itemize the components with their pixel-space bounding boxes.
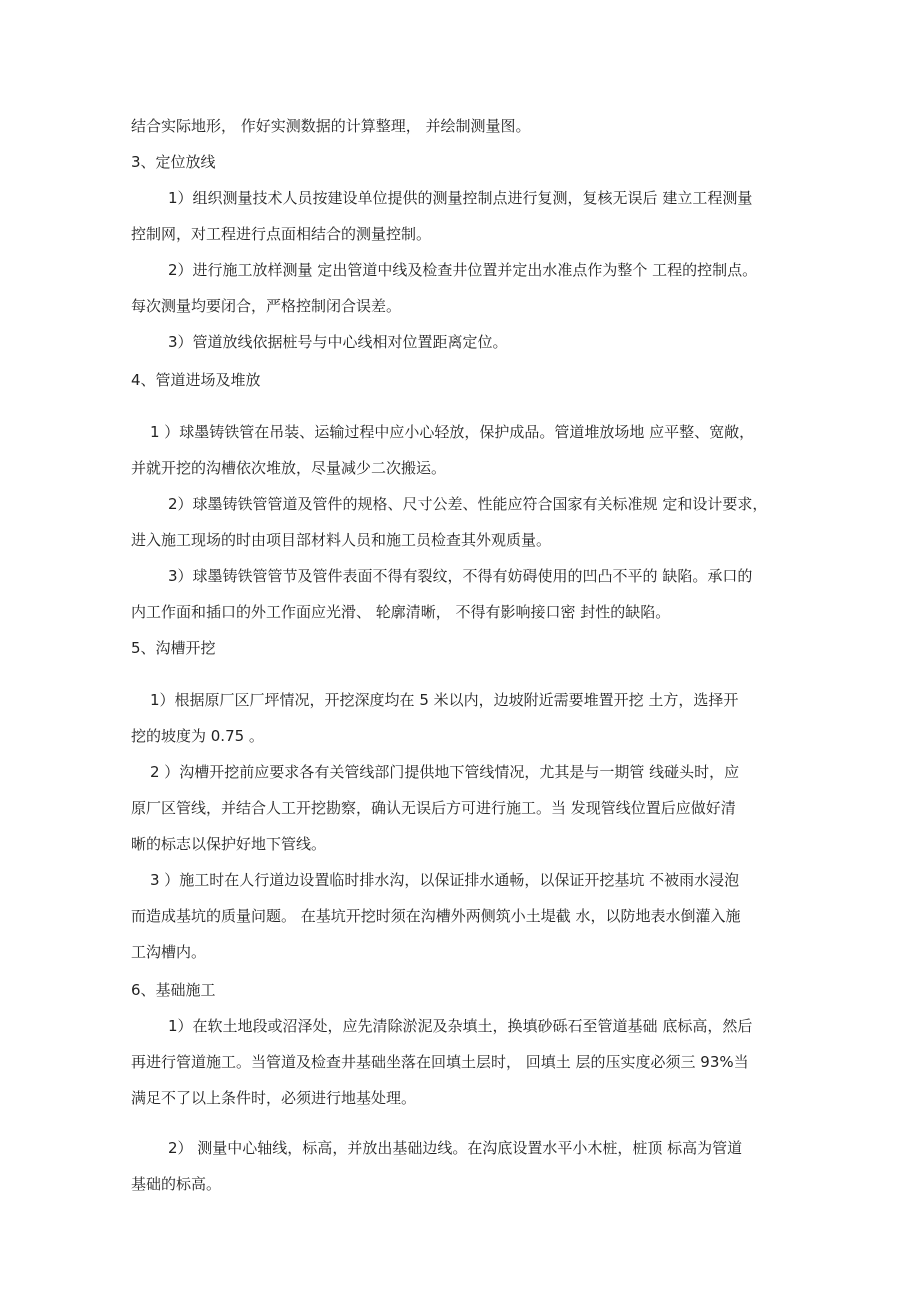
section-heading: 4、管道进场及堆放 [131, 371, 261, 389]
text-line: 每次测量均要闭合，严格控制闭合误差。 [131, 297, 402, 315]
text-line: 内工作面和插口的外工作面应光滑、 轮廓清晰， 不得有影响接口密 封性的缺陷。 [131, 603, 671, 621]
text-line: 2）进行施工放样测量 定出管道中线及检查井位置并定出水准点作为整个 工程的控制点。 [168, 261, 758, 279]
text-line: 晰的标志以保护好地下管线。 [131, 835, 327, 853]
text-line: 2 ）沟槽开挖前应要求各有关管线部门提供地下管线情况，尤其是与一期管 线碰头时，应 [150, 763, 740, 781]
text-line: 控制网，对工程进行点面相结合的测量控制。 [131, 225, 432, 243]
text-line: 结合实际地形， 作好实测数据的计算整理， 并绘制测量图。 [131, 117, 531, 135]
text-line: 3）球墨铸铁管管节及管件表面不得有裂纹，不得有妨碍使用的凹凸不平的 缺陷。承口的 [168, 567, 753, 585]
text-line: 1 ）球墨铸铁管在吊装、运输过程中应小心轻放，保护成品。管道堆放场地 应平整、宽敞， [150, 423, 755, 441]
text-line: 基础的标高。 [131, 1175, 222, 1193]
section-heading: 6、基础施工 [131, 981, 216, 999]
text-line: 1）组织测量技术人员按建设单位提供的测量控制点进行复测，复核无误后 建立工程测量 [168, 189, 753, 207]
text-line: 3）管道放线依据桩号与中心线相对位置距离定位。 [168, 333, 508, 351]
text-line: 3 ）施工时在人行道边设置临时排水沟，以保证排水通畅，以保证开挖基坑 不被雨水浸泡 [150, 871, 740, 889]
section-heading: 3、定位放线 [131, 153, 216, 171]
text-line: 2）球墨铸铁管管道及管件的规格、尺寸公差、性能应符合国家有关标准规 定和设计要求， [168, 495, 768, 513]
text-line: 1）根据原厂区厂坪情况，开挖深度均在 5 米以内，边坡附近需要堆置开挖 土方，选择开 [150, 691, 739, 709]
text-line: 进入施工现场的时由项目部材料人员和施工员检查其外观质量。 [131, 531, 552, 549]
section-heading: 5、沟槽开挖 [131, 639, 216, 657]
text-line: 原厂区管线，并结合人工开挖勘察，确认无误后方可进行施工。当 发现管线位置后应做好清 [131, 799, 736, 817]
text-line: 而造成基坑的质量问题。 在基坑开挖时须在沟槽外两侧筑小土堤截 水，以防地表水倒灌入施 [131, 907, 741, 925]
text-line: 2） 测量中心轴线，标高，并放出基础边线。在沟底设置水平小木桩，桩顶 标高为管道 [168, 1139, 743, 1157]
text-line: 再进行管道施工。当管道及检查井基础坐落在回填土层时， 回填土 层的压实度必须三 93%当 [131, 1053, 749, 1071]
text-line: 并就开挖的沟槽依次堆放，尽量减少二次搬运。 [131, 459, 447, 477]
text-line: 挖的坡度为 0.75 。 [131, 727, 264, 745]
text-line: 1）在软土地段或沼泽处，应先清除淤泥及杂填土，换填砂砾石至管道基础 底标高，然后 [168, 1017, 753, 1035]
text-line: 工沟槽内。 [131, 943, 207, 961]
text-line: 满足不了以上条件时，必须进行地基处理。 [131, 1089, 417, 1107]
